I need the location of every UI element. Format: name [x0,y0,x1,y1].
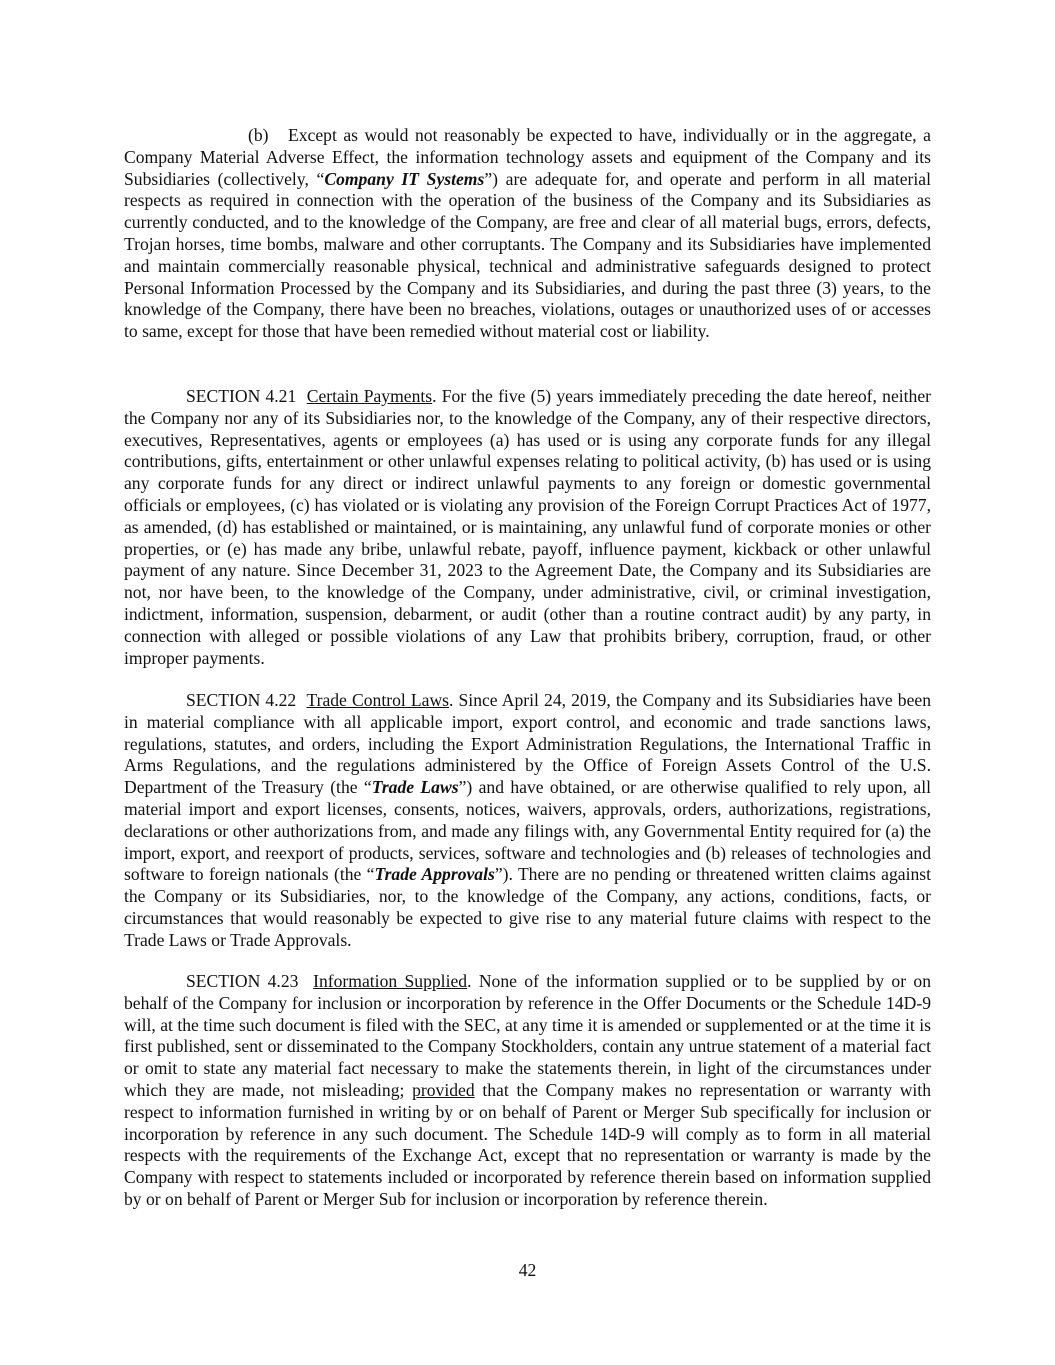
section-number: SECTION 4.21 [186,386,297,406]
section-text: ”) and have obtained, or are otherwise qualified to rely upon, all material import and export licenses, consents, notices, waivers, approvals, orders, authorizations, registrations, declarations or other authorizations from, and made any filings with, any Governmental Entity required for (a) the import, export, and reexport of products, services, software and technologies and (b) releases of technologies and software to foreign nationals (the “ [124,777,932,885]
paragraph-label: (b) [248,125,269,145]
section-4-23 [124,971,931,1211]
paragraph-b [124,125,931,343]
page-number: 42 [518,1260,537,1280]
section-text: . None of the information supplied or to be supplied by or on behalf of the Company for inclusion or incorporation by reference in the Offer Documents or the Schedule 14D-9 will, at the time such document is filed with the SEC, at any time it is amended or supplemented or at the time it is first published, sent or disseminated to the Company Stockholders, contain any untrue statement of a material fact or omit to state any material fact necessary to make the statements therein, in light of the circumstances under which they are made, not misleading; [124,971,931,1100]
section-text: . For the five (5) years immediately preceding the date hereof, neither the Company nor any of its Subsidiaries nor, to the knowledge of the Company, any of their respective directors, executives, Representatives, agents or employees (a) has used or is using any corporate funds for any illegal contributions, gifts, entertainment or other unlawful expenses relating to political activity, (b) has used or is using any corporate funds for any direct or indirect unlawful payments to any foreign or domestic governmental officials or employees, (c) has violated or is violating any provision of the Foreign Corrupt Practices Act of 1977, as amended, (d) has established or maintained, or is maintaining, any unlawful fund of corporate monies or other properties, or (e) has made any bribe, unlawful rebate, payoff, influence payment, kickback or other unlawful payment of any nature. Since December 31, 2023 to the Agreement Date, the Company and its Subsidiaries are not, nor have been, to the knowledge of the Company, under administrative, civil, or criminal investigation, indictment, information, suspension, debarment, or audit (other than a routine contract audit) by any party, in connection with alleged or possible violations of any Law that prohibits bribery, corruption, fraud, or other improper payments. [124,386,931,668]
defined-term: Company IT Systems [324,168,485,189]
section-text: . Since April 24, 2019, the Company and its Subsidiaries have been in material compliance with all applicable import, export control, and economic and trade sanctions laws, regulations, statutes, and orders, including the Export Administration Regulations, the International Traffic in Arms Regulations, and the regulations administered by the Office of Foreign Assets Control of the U.S. Department of the Treasury (the “ [124,690,931,798]
section-number: SECTION 4.23 [186,971,299,991]
paragraph-text: Except as would not reasonably be expected to have, individually or in the aggregate, a Company Material Adverse Effect, the information technology assets and equipment of the Company and its Subsidiaries (collectively, “ [124,125,931,189]
section-heading: Information Supplied [313,971,468,991]
section-text: ”). There are no pending or threatened written claims against the Company or its Subsidiaries, nor, to the knowledge of the Company, any actions, conditions, facts, or circumstances that would reasonably be expected to give rise to any material future claims with respect to the Trade Laws or Trade Approvals. [124,864,931,950]
section-text: that the Company makes no representation or warranty with respect to information furnished in writing by or on behalf of Parent or Merger Sub specifically for inclusion or incorporation by reference in any such document. The Schedule 14D-9 will comply as to form in all material respects with the requirements of the Exchange Act, except that no representation or warranty is made by the Company with respect to statements included or incorporated by reference therein based on information supplied by or on behalf of Parent or Merger Sub for inclusion or incorporation by reference therein. [124,1079,931,1209]
defined-term: Trade Laws [371,777,459,798]
section-heading: Certain Payments [306,386,433,406]
section-number: SECTION 4.22 [186,690,297,710]
defined-term: Trade Approvals [374,864,495,885]
section-4-22 [124,690,931,952]
paragraph-text: ”) are adequate for, and operate and perform in all material respects as required in connection with the operation of the business of the Company and its Subsidiaries as currently conducted, and to the knowledge of the Company, are free and clear of all material bugs, errors, defects, Trojan horses, time bombs, malware and other corruptants. The Company and its Subsidiaries have implemented and maintain commercially reasonable physical, technical and administrative safeguards designed to protect Personal Information Processed by the Company and its Subsidiaries, and during the past three (3) years, to the knowledge of the Company, there have been no breaches, violations, outages or unauthorized uses of or accesses to same, except for those that have been remedied without material cost or liability. [124,168,931,342]
proviso-term: provided [412,1079,475,1100]
section-heading: Trade Control Laws [306,690,449,710]
section-4-21 [124,386,931,669]
